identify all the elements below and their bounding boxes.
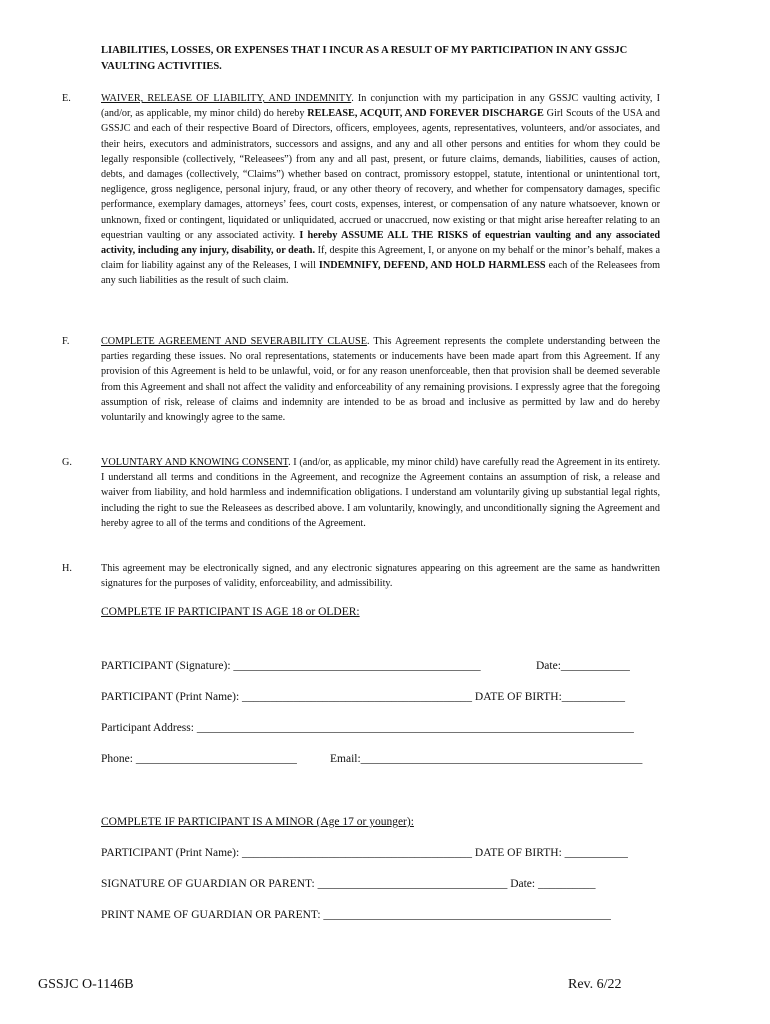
participant-address-field[interactable]: Participant Address: ____________________________________________________________________________ (101, 722, 634, 734)
section-bold-text: INDEMNIFY, DEFEND, AND HOLD HARMLESS (318, 260, 546, 272)
section-text: . This Agreement represents the complete understanding between the parties regarding these issues. No oral representations, statements or inducements have been made apart from this Agreement. If any provision of this Agreement is held to be unlawful, void, or for any reason unenforceable, then that provision shall be deemed severable from this Agreement and shall not affect the validity and enforceability of any remaining provisions. I expressly agree that the foregoing assumption of risk, release of claims and indemnity are intended to be as broad and inclusive as permitted by law and do hereby voluntarily and knowingly agree to the same. (101, 336, 661, 424)
section-f (60, 334, 660, 425)
section-text: . I (and/or, as applicable, my minor child) have carefully read the Agreement in its entirety. I understand all terms and conditions in the Agreement, and recognize the Agreement contains an assumption of risk, a release and waiver from liability, and hold harmless and indemnification obligations. I understand am voluntarily giving up substantial legal rights, including the right to sue the Releasees as described above. I am voluntarily, knowingly, and unconditionally signing the Agreement and hereby agree to all of the terms and conditions of the Agreement. (101, 457, 661, 529)
section-h-body (101, 561, 660, 591)
section-letter: E. (62, 93, 71, 104)
participant-print-name-field[interactable]: PARTICIPANT (Print Name): ________________________________________ DATE OF BIRTH:___________ (101, 691, 626, 703)
section-bold-text: I hereby ASSUME ALL THE RISKS of equestrian vaulting and any associated activity, including any injury, disability, or death. (101, 229, 661, 257)
section-title: VOLUNTARY AND KNOWING CONSENT (101, 457, 289, 468)
section-e-body (101, 91, 660, 289)
section-title: COMPLETE AGREEMENT AND SEVERABILITY CLAUSE (101, 336, 367, 347)
section-text: If, despite this Agreement, I, or anyone on my behalf or the minor’s behalf, makes a claim for liability against any of the Releases, I will (101, 245, 660, 272)
participant-signature-field[interactable]: PARTICIPANT (Signature): ___________________________________________ (101, 660, 481, 672)
intro-paragraph: LIABILITIES, LOSSES, OR EXPENSES THAT I INCUR AS A RESULT OF MY PARTICIPATION IN ANY GSSJC VAULTING ACTIVITIES. (101, 45, 628, 72)
section-text: Girl Scouts of the USA and GSSJC and each of their respective Board of Directors, officers, employees, agents, representatives, volunteers, and/or associates, and their heirs, executors and administrators, successors and assigns, and any and all other persons and entities for whom they could be legally responsible (collectively, “Releasees”) from any and all past, present, or future claims, demands, liabilities, causes of action, debts, and damages (collectively, “Claims”) whether based on contract, promissory estoppel, statute, intentional or unintentional tort, negligence, gross negligence, personal injury, fraud, or any other theory of recovery, and whether for compensatory damages, specific performance, exemplary damages, attorneys’ fees, court costs, expenses, interest, or compensation of any nature whatsoever, known or unknown, fixed or contingent, liquidated or unliquidated, accrued or unaccrued, now existing or that might arise hereafter relating to an equestrian vaulting or any associated activity. (101, 108, 660, 241)
section-bold-text: RELEASE, ACQUIT, AND FOREVER DISCHARGE (307, 108, 544, 120)
phone-field[interactable]: Phone: ____________________________ (101, 753, 297, 765)
section-text: This agreement may be electronically signed, and any electronic signatures appearing on this agreement are the same as handwritten signatures for the purposes of validity, enforceability, and admissibility. (101, 563, 660, 590)
section-g-body (101, 455, 660, 531)
guardian-print-name-field[interactable]: PRINT NAME OF GUARDIAN OR PARENT: __________________________________________________ (101, 909, 611, 921)
minor-heading: COMPLETE IF PARTICIPANT IS A MINOR (Age 17 or younger): (101, 816, 414, 828)
section-text: . In conjunction with my participation in any GSSJC vaulting activity, I (and/or, as applicable, my minor child) do hereby (101, 93, 661, 120)
form-id: GSSJC O-1146B (38, 977, 134, 992)
section-letter: H. (62, 563, 72, 574)
adult-heading: COMPLETE IF PARTICIPANT IS AGE 18 or OLDER: (101, 606, 360, 618)
section-letter: F. (62, 336, 70, 347)
minor-print-name-field[interactable]: PARTICIPANT (Print Name): ________________________________________ DATE OF BIRTH: ___________ (101, 847, 628, 859)
section-g (60, 455, 660, 531)
revision-label: Rev. 6/22 (568, 977, 622, 992)
section-letter: G. (62, 457, 72, 468)
guardian-signature-field[interactable]: SIGNATURE OF GUARDIAN OR PARENT: _________________________________ Date: __________ (101, 878, 596, 890)
section-text: each of the Releasees from any such liabilities as the result of such claim. (101, 260, 660, 287)
email-field[interactable]: Email:_________________________________________________ (330, 753, 643, 765)
signature-date-field[interactable]: Date:____________ (536, 660, 630, 672)
section-title: WAIVER, RELEASE OF LIABILITY, AND INDEMNITY (101, 93, 352, 104)
section-e (60, 91, 660, 289)
section-f-body (101, 334, 660, 425)
section-h (60, 561, 660, 591)
